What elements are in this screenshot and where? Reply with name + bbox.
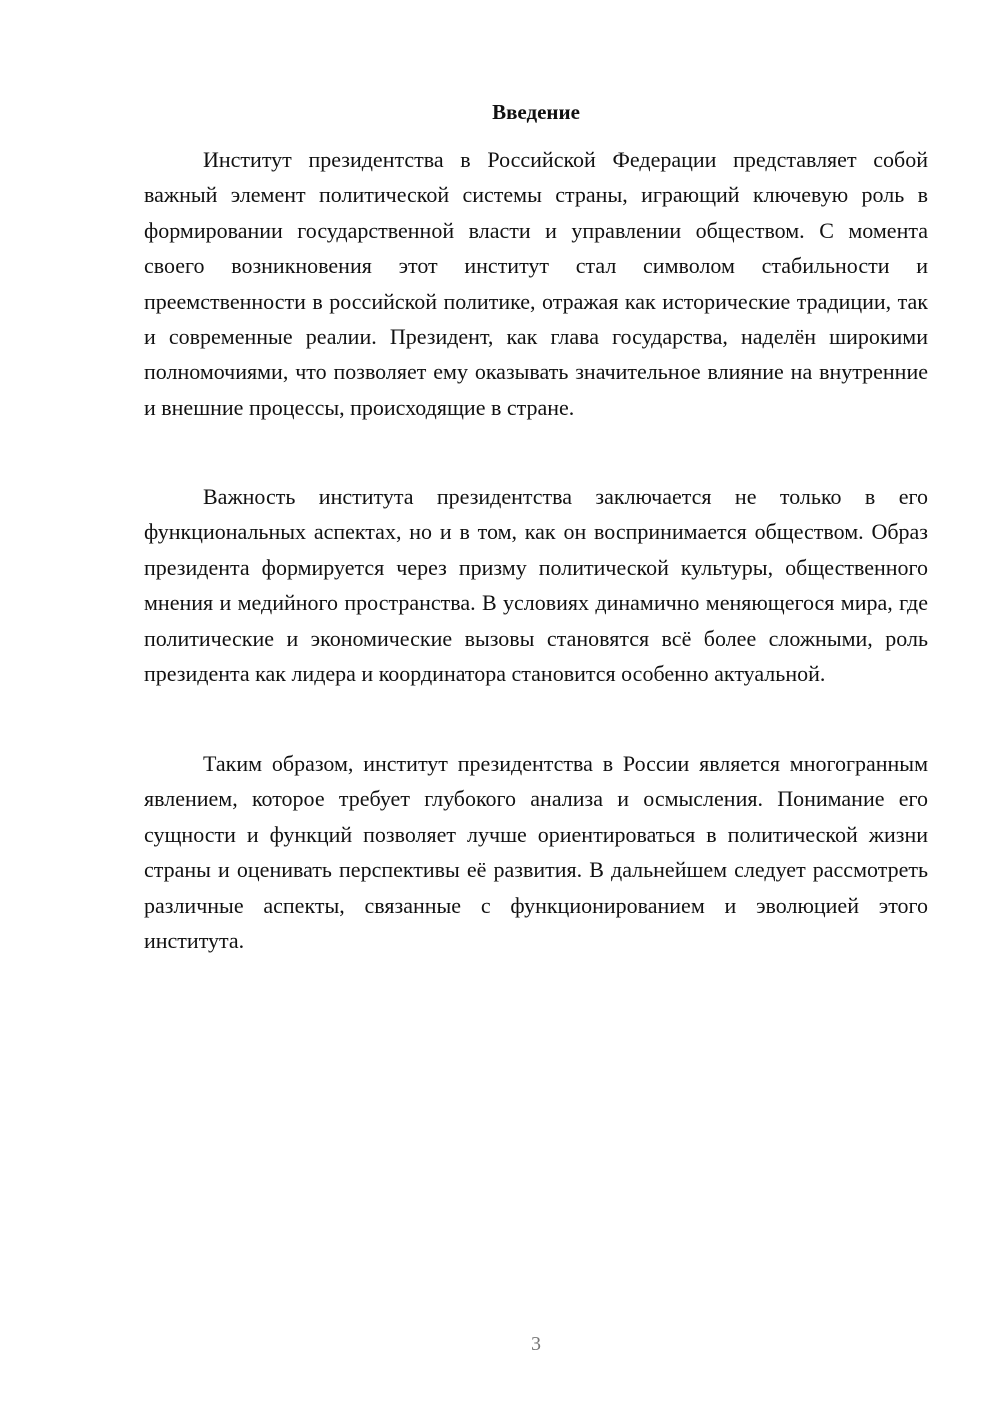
paragraph-2: Важность института президентства заключается не только в его функциональных аспектах, но и в том, как он воспринимается обществом. Образ президента формируется через призму политической культуры, общественного мнения и медийного пространства. В условиях динамично меняющегося мира, где политические и экономические вызовы становятся всё более сложными, роль президента как лидера и координатора становится особенно актуальной. [144, 484, 928, 687]
section-heading: Введение [492, 100, 580, 124]
paragraph-1: Институт президентства в Российской Федерации представляет собой важный элемент политической системы страны, играющий ключевую роль в формировании государственной власти и управлении обществом. С момента своего возникновения этот институт стал символом стабильности и преемственности в российской политике, отражая как исторические традиции, так и современные реалии. Президент, как глава государства, наделён широкими полномочиями, что позволяет ему оказывать значительное влияние на внутренние и внешние процессы, происходящие в стране. [144, 147, 928, 420]
paragraph-3: Таким образом, институт президентства в России является многогранным явлением, которое требует глубокого анализа и осмысления. Понимание его сущности и функций позволяет лучше ориентироваться в политической жизни страны и оценивать перспективы её развития. В дальнейшем следует рассмотреть различные аспекты, связанные с функционированием и эволюцией этого института. [144, 751, 928, 954]
page-number: 3 [531, 1333, 541, 1355]
